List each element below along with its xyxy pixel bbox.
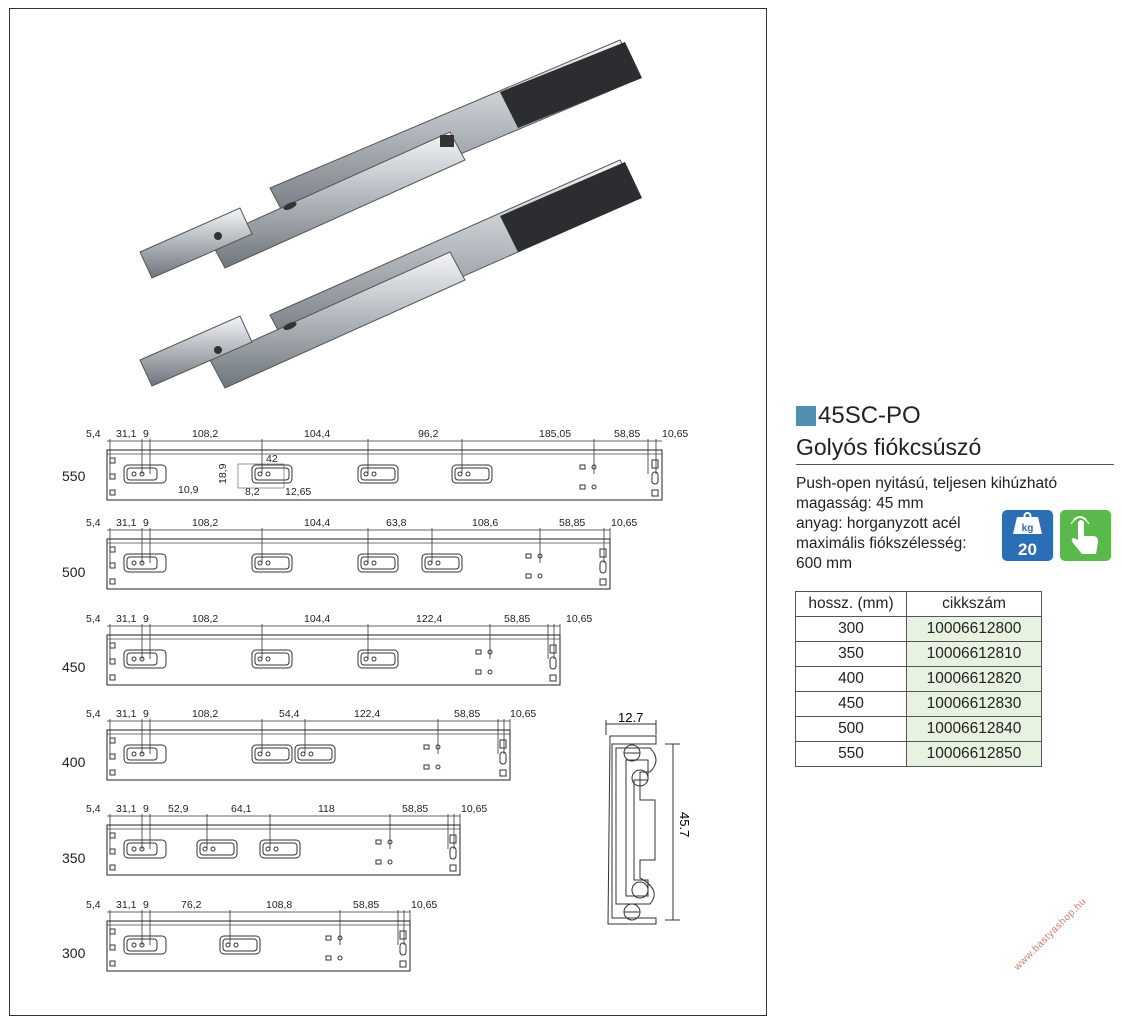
dimension-label: 9 [143, 517, 149, 529]
dimension-label: 10,65 [461, 803, 488, 815]
length-label-300: 300 [62, 945, 86, 961]
dimension-label: 96,2 [418, 428, 439, 440]
product-code [796, 402, 1114, 430]
desc-line-4: maximális fiókszélesség: [796, 535, 967, 552]
feature-icons [1002, 510, 1111, 561]
dimension-label: 10,65 [662, 428, 689, 440]
article-table [795, 591, 1042, 767]
product-name: Golyós fiókcsúszó [796, 434, 1114, 465]
code-cell: 10006612830 [907, 692, 1042, 717]
length-cell: 450 [796, 692, 907, 717]
dimension-label: 5,4 [86, 517, 101, 529]
dimension-label: 108,8 [266, 899, 293, 911]
length-cell: 550 [796, 742, 907, 767]
dimension-label: 10,65 [611, 517, 638, 529]
title-block [796, 402, 1114, 465]
desc-line-1: Push-open nyitású, teljesen kihúzható [796, 475, 1058, 492]
dimension-label: 76,2 [181, 899, 202, 911]
dimension-label: 9 [143, 428, 149, 440]
detail-dimension-label: 8,2 [245, 486, 260, 498]
dimension-label: 108,6 [472, 517, 499, 529]
dimension-label: 108,2 [192, 517, 219, 529]
length-cell: 500 [796, 717, 907, 742]
dimension-label: 54,4 [279, 708, 300, 720]
table-row [796, 742, 1042, 767]
dimension-label: 10,65 [510, 708, 537, 720]
column-header-length: hossz. (mm) [796, 592, 907, 617]
load-unit: kg [1021, 523, 1034, 534]
table-row [796, 642, 1042, 667]
dimension-label: 58,85 [614, 428, 641, 440]
detail-dimension-label: 42 [266, 453, 278, 465]
dimension-label: 5,4 [86, 613, 101, 625]
dimension-label: 10,65 [566, 613, 593, 625]
dimension-label: 58,85 [402, 803, 429, 815]
product-code-text: 45SC-PO [818, 402, 921, 429]
table-row [796, 717, 1042, 742]
dimension-label: 5,4 [86, 708, 101, 720]
dimension-label: 9 [143, 613, 149, 625]
code-cell: 10006612850 [907, 742, 1042, 767]
dimension-label: 64,1 [231, 803, 252, 815]
table-row [796, 692, 1042, 717]
dimension-label: 58,85 [504, 613, 531, 625]
dimension-label: 118 [318, 803, 335, 815]
dimension-label: 104,4 [304, 517, 331, 529]
detail-dimension-label: 18,9 [217, 463, 229, 484]
dimension-label: 31,1 [116, 517, 137, 529]
dimension-label: 9 [143, 708, 149, 720]
accent-square [796, 406, 816, 426]
dimension-label: 31,1 [116, 613, 137, 625]
push-open-touch-icon [1060, 510, 1111, 561]
dimension-label: 31,1 [116, 708, 137, 720]
dimension-label: 5,4 [86, 803, 101, 815]
dimension-label: 58,85 [454, 708, 481, 720]
dimension-label: 31,1 [116, 428, 137, 440]
dimension-label: 9 [143, 899, 149, 911]
load-capacity-icon [1002, 510, 1053, 561]
dimension-label: 9 [143, 803, 149, 815]
profile-height-label: 45.7 [677, 812, 692, 838]
dimension-label: 63,8 [386, 517, 407, 529]
length-cell: 350 [796, 642, 907, 667]
code-cell: 10006612800 [907, 617, 1042, 642]
detail-dimension-label: 10,9 [178, 484, 199, 496]
code-cell: 10006612820 [907, 667, 1042, 692]
dimension-label: 31,1 [116, 803, 137, 815]
desc-line-3: anyag: horganyzott acél [796, 515, 961, 532]
length-label-500: 500 [62, 564, 86, 580]
table-header-row [796, 592, 1042, 617]
detail-dimension-label: 12,65 [285, 486, 312, 498]
length-cell: 300 [796, 617, 907, 642]
dimension-label: 122,4 [416, 613, 443, 625]
dimension-label: 5,4 [86, 899, 101, 911]
dimension-label: 185,05 [539, 428, 572, 440]
code-cell: 10006612840 [907, 717, 1042, 742]
dimension-label: 31,1 [116, 899, 137, 911]
code-cell: 10006612810 [907, 642, 1042, 667]
dimension-label: 104,4 [304, 428, 331, 440]
load-value: 20 [1018, 540, 1037, 559]
dimension-label: 108,2 [192, 613, 219, 625]
length-label-350: 350 [62, 850, 86, 866]
profile-width-label: 12.7 [618, 710, 644, 725]
length-label-450: 450 [62, 659, 86, 675]
dimension-label: 10,65 [411, 899, 438, 911]
length-label-550: 550 [62, 468, 86, 484]
dimension-label: 52,9 [168, 803, 189, 815]
length-label-400: 400 [62, 754, 86, 770]
dimension-label: 108,2 [192, 708, 219, 720]
desc-line-5: 600 mm [796, 555, 852, 572]
desc-line-2: magasság: 45 mm [796, 495, 924, 512]
column-header-code: cikkszám [907, 592, 1042, 617]
dimension-label: 108,2 [192, 428, 219, 440]
dimension-label: 5,4 [86, 428, 101, 440]
dimension-label: 58,85 [559, 517, 586, 529]
length-cell: 400 [796, 667, 907, 692]
table-row [796, 617, 1042, 642]
dimension-label: 58,85 [353, 899, 380, 911]
dimension-label: 122,4 [354, 708, 381, 720]
dimension-label: 104,4 [304, 613, 331, 625]
watermark: www.bastyashop.hu [1012, 896, 1089, 973]
table-row [796, 667, 1042, 692]
